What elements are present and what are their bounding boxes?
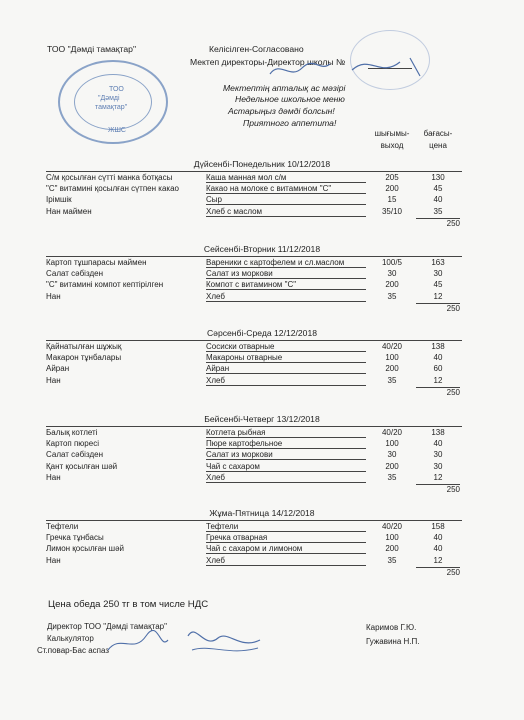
menu-price: 30 — [433, 461, 443, 471]
day-title: Сейсенбі-Вторник 11/12/2018 — [203, 244, 321, 254]
footer-signatures — [100, 620, 270, 660]
column-price-header: бағасы- цена — [423, 129, 453, 150]
menu-price: 35 — [433, 206, 443, 216]
menu-kz: Айран — [46, 364, 70, 374]
footer-chef: Ст.повар-Бас аспаз — [37, 646, 110, 655]
menu-price: 40 — [433, 439, 443, 449]
menu-out: 30 — [387, 450, 397, 460]
day-total: 250 — [446, 567, 460, 577]
menu-ru: Какао на молоке с витамином "С" — [206, 184, 366, 194]
menu-kz: Тефтели — [46, 522, 79, 531]
menu-kz: Қант қосылған шәй — [46, 461, 118, 471]
company-seal: ТОО "Дәмді тамақтар" ЖШС — [58, 60, 168, 144]
menu-price: 40 — [433, 195, 443, 205]
menu-ru: Вареники с картофелем и сл.маслом — [206, 258, 366, 268]
menu-price: 40 — [433, 353, 443, 363]
price-note: Цена обеда 250 тг в том числе НДС — [48, 599, 209, 610]
menu-price: 30 — [433, 269, 443, 279]
menu-ru: Тефтели — [206, 522, 366, 532]
menu-kz: С/м қосылған сүтті манка ботқасы — [46, 173, 173, 182]
menu-out: 35 — [387, 291, 397, 301]
day-title: Жұма-Пятница 14/12/2018 — [209, 508, 315, 518]
menu-ru: Хлеб — [206, 473, 366, 483]
menu-price: 138 — [431, 342, 445, 351]
menu-ru: Хлеб с маслом — [206, 207, 366, 217]
menu-out: 40/20 — [381, 428, 403, 437]
menu-price: 12 — [433, 375, 443, 385]
day-title: Сәрсенбі-Среда 12/12/2018 — [206, 328, 318, 338]
menu-kz: Лимон қосылған шәй — [46, 544, 125, 554]
menu-out: 35 — [387, 472, 397, 482]
menu-out: 200 — [385, 461, 399, 471]
menu-ru: Салат из моркови — [206, 450, 366, 460]
day-total: 250 — [446, 303, 460, 313]
menu-kz: "С" витамині қосылған сүтпен какао — [46, 184, 179, 194]
menu-price: 45 — [433, 184, 443, 194]
menu-out: 35/10 — [381, 206, 403, 216]
day-total: 250 — [446, 387, 460, 397]
menu-out: 100/5 — [381, 258, 403, 267]
menu-price: 40 — [433, 533, 443, 543]
menu-out: 100 — [385, 353, 399, 363]
menu-kz: Ірімшік — [46, 195, 72, 205]
menu-price: 138 — [431, 428, 445, 437]
menu-kz: Нан — [46, 555, 61, 565]
director-signature — [260, 50, 430, 82]
day-divider — [46, 426, 462, 427]
menu-kz: Нан маймен — [46, 206, 92, 216]
menu-ru: Сосиски отварные — [206, 342, 366, 352]
day-divider — [46, 520, 462, 521]
menu-price: 30 — [433, 450, 443, 460]
day-title: Дүйсенбі-Понедельник 10/12/2018 — [193, 159, 331, 169]
footer-director: Директор ТОО "Дәмді тамақтар" — [47, 622, 167, 631]
menu-price: 45 — [433, 280, 443, 290]
menu-ru: Компот с витамином "С" — [206, 280, 366, 290]
menu-ru: Пюре картофельное — [206, 439, 366, 449]
menu-kz: Нан — [46, 375, 61, 385]
menu-ru: Чай с сахаром и лимоном — [206, 544, 366, 554]
menu-ru: Котлета рыбная — [206, 428, 366, 438]
column-output-header: шығымы- выход — [374, 129, 410, 150]
menu-kz: Картоп тұшпарасы маймен — [46, 258, 147, 267]
menu-out: 15 — [387, 195, 397, 205]
menu-ru: Гречка отварная — [206, 533, 366, 543]
menu-price: 40 — [433, 544, 443, 554]
menu-out: 200 — [385, 280, 399, 290]
menu-price: 12 — [433, 291, 443, 301]
menu-ru: Макароны отварные — [206, 353, 366, 363]
menu-price: 60 — [433, 364, 443, 374]
agreed-label: Келісілген-Согласовано — [209, 44, 304, 54]
menu-title-ru: Недельное школьное меню — [235, 94, 345, 104]
menu-kz: Салат сәбізден — [46, 450, 103, 460]
menu-kz: Салат сәбізден — [46, 269, 103, 279]
menu-ru: Сыр — [206, 195, 366, 205]
menu-ru: Айран — [206, 364, 366, 374]
menu-kz: Нан — [46, 291, 61, 301]
footer-name-director: Каримов Г.Ю. — [366, 623, 417, 632]
menu-kz: Гречка тұнбасы — [46, 533, 104, 543]
menu-kz: "С" витамині компот кептірілген — [46, 280, 164, 290]
menu-out: 200 — [385, 184, 399, 194]
menu-out: 200 — [385, 364, 399, 374]
menu-out: 30 — [387, 269, 397, 279]
menu-out: 35 — [387, 555, 397, 565]
greeting-ru: Приятного аппетита! — [243, 118, 337, 128]
footer-name-chef: Гужавина Н.П. — [366, 637, 420, 646]
menu-price: 163 — [431, 258, 445, 267]
director-label: Мектеп директоры-Директор школы № — [190, 57, 346, 67]
menu-ru: Хлеб — [206, 292, 366, 302]
menu-kz: Картоп пюресі — [46, 439, 99, 449]
menu-price: 12 — [433, 472, 443, 482]
menu-out: 200 — [385, 544, 399, 554]
menu-price: 12 — [433, 555, 443, 565]
day-divider — [46, 171, 462, 172]
menu-price: 158 — [431, 522, 445, 531]
menu-kz: Нан — [46, 472, 61, 482]
menu-ru: Каша манная мол с/м — [206, 173, 366, 183]
day-total: 250 — [446, 218, 460, 228]
day-title: Бейсенбі-Четверг 13/12/2018 — [204, 414, 320, 424]
day-divider — [46, 256, 462, 257]
menu-out: 205 — [385, 173, 399, 182]
day-total: 250 — [446, 485, 460, 494]
menu-kz: Макарон тұнбалары — [46, 353, 122, 363]
day-divider — [46, 340, 462, 341]
menu-out: 100 — [385, 533, 399, 543]
menu-out: 100 — [385, 439, 399, 449]
menu-ru: Салат из моркови — [206, 269, 366, 279]
menu-out: 35 — [387, 375, 397, 385]
menu-kz: Қайнатылған шұжық — [46, 342, 122, 351]
menu-price: 130 — [431, 173, 445, 182]
menu-ru: Хлеб — [206, 376, 366, 386]
menu-out: 40/20 — [381, 342, 403, 351]
menu-ru: Хлеб — [206, 556, 366, 566]
menu-ru: Чай с сахаром — [206, 462, 366, 472]
company-name: ТОО "Дәмді тамақтар" — [47, 44, 137, 54]
greeting-kz: Астарыңыз дәмді болсын! — [228, 106, 335, 116]
footer-calculator: Калькулятор — [47, 634, 94, 643]
menu-out: 40/20 — [381, 522, 403, 531]
menu-title-kz: Мектептің апталық ас мәзірі — [223, 83, 346, 93]
menu-kz: Балық котлеті — [46, 428, 98, 437]
